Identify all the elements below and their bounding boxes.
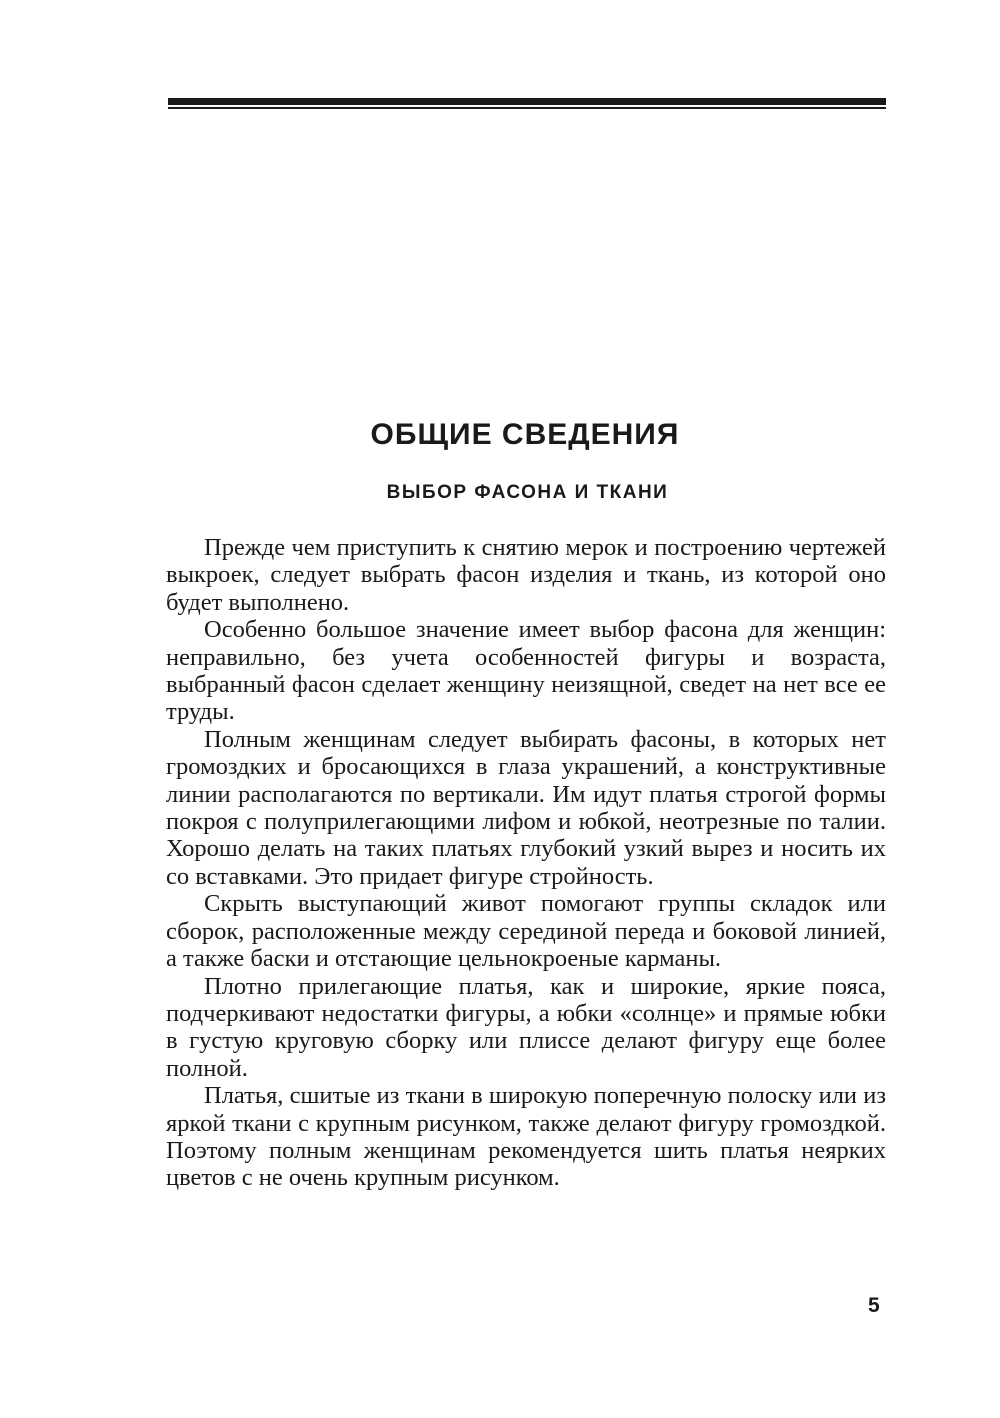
body-text	[166, 534, 886, 1192]
paragraph-2: Особенно большое значение имеет выбор фасона для женщин: неправильно, без учета особенностей фигуры и возраста, выбранный фасон сделает женщину неизящной, сведет на нет все ее труды.	[166, 616, 886, 726]
top-rule	[168, 98, 886, 105]
page-number: 5	[868, 1294, 880, 1317]
paragraph-1: Прежде чем приступить к снятию мерок и построению чертежей выкроек, следует выбрать фасон изделия и ткань, из которой оно будет выполнено.	[166, 534, 886, 616]
chapter-title: ОБЩИЕ СВЕДЕНИЯ	[370, 418, 680, 451]
section-title: ВЫБОР ФАСОНА И ТКАНИ	[386, 482, 669, 503]
paragraph-3: Полным женщинам следует выбирать фасоны, в которых нет громоздких и бросающихся в глаза украшений, а конструктивные линии располагаются по вертикали. Им идут платья строгой формы покроя с полуприлегающими лифом и юбкой, неотрезные по талии. Хорошо делать на таких платьях глубокий узкий вырез и носить их со вставками. Это придает фигуре стройность.	[166, 725, 886, 890]
paragraph-6: Платья, сшитые из ткани в широкую поперечную полоску или из яркой ткани с крупным рисунком, также делают фигуру громоздкой. Поэтому полным женщинам рекомендуется шить платья неярких цветов с не очень крупным рисунком.	[166, 1082, 886, 1192]
paragraph-4: Скрыть выступающий живот помогают группы складок или сборок, расположенные между серединой переда и боковой линией, а также баски и отстающие цельнокроеные карманы.	[166, 890, 886, 973]
paragraph-5: Плотно прилегающие платья, как и широкие, яркие пояса, подчеркивают недостатки фигуры, а юбки «солнце» и прямые юбки в густую круговую сборку или плиссе делают фигуру еще более полной.	[166, 972, 886, 1082]
